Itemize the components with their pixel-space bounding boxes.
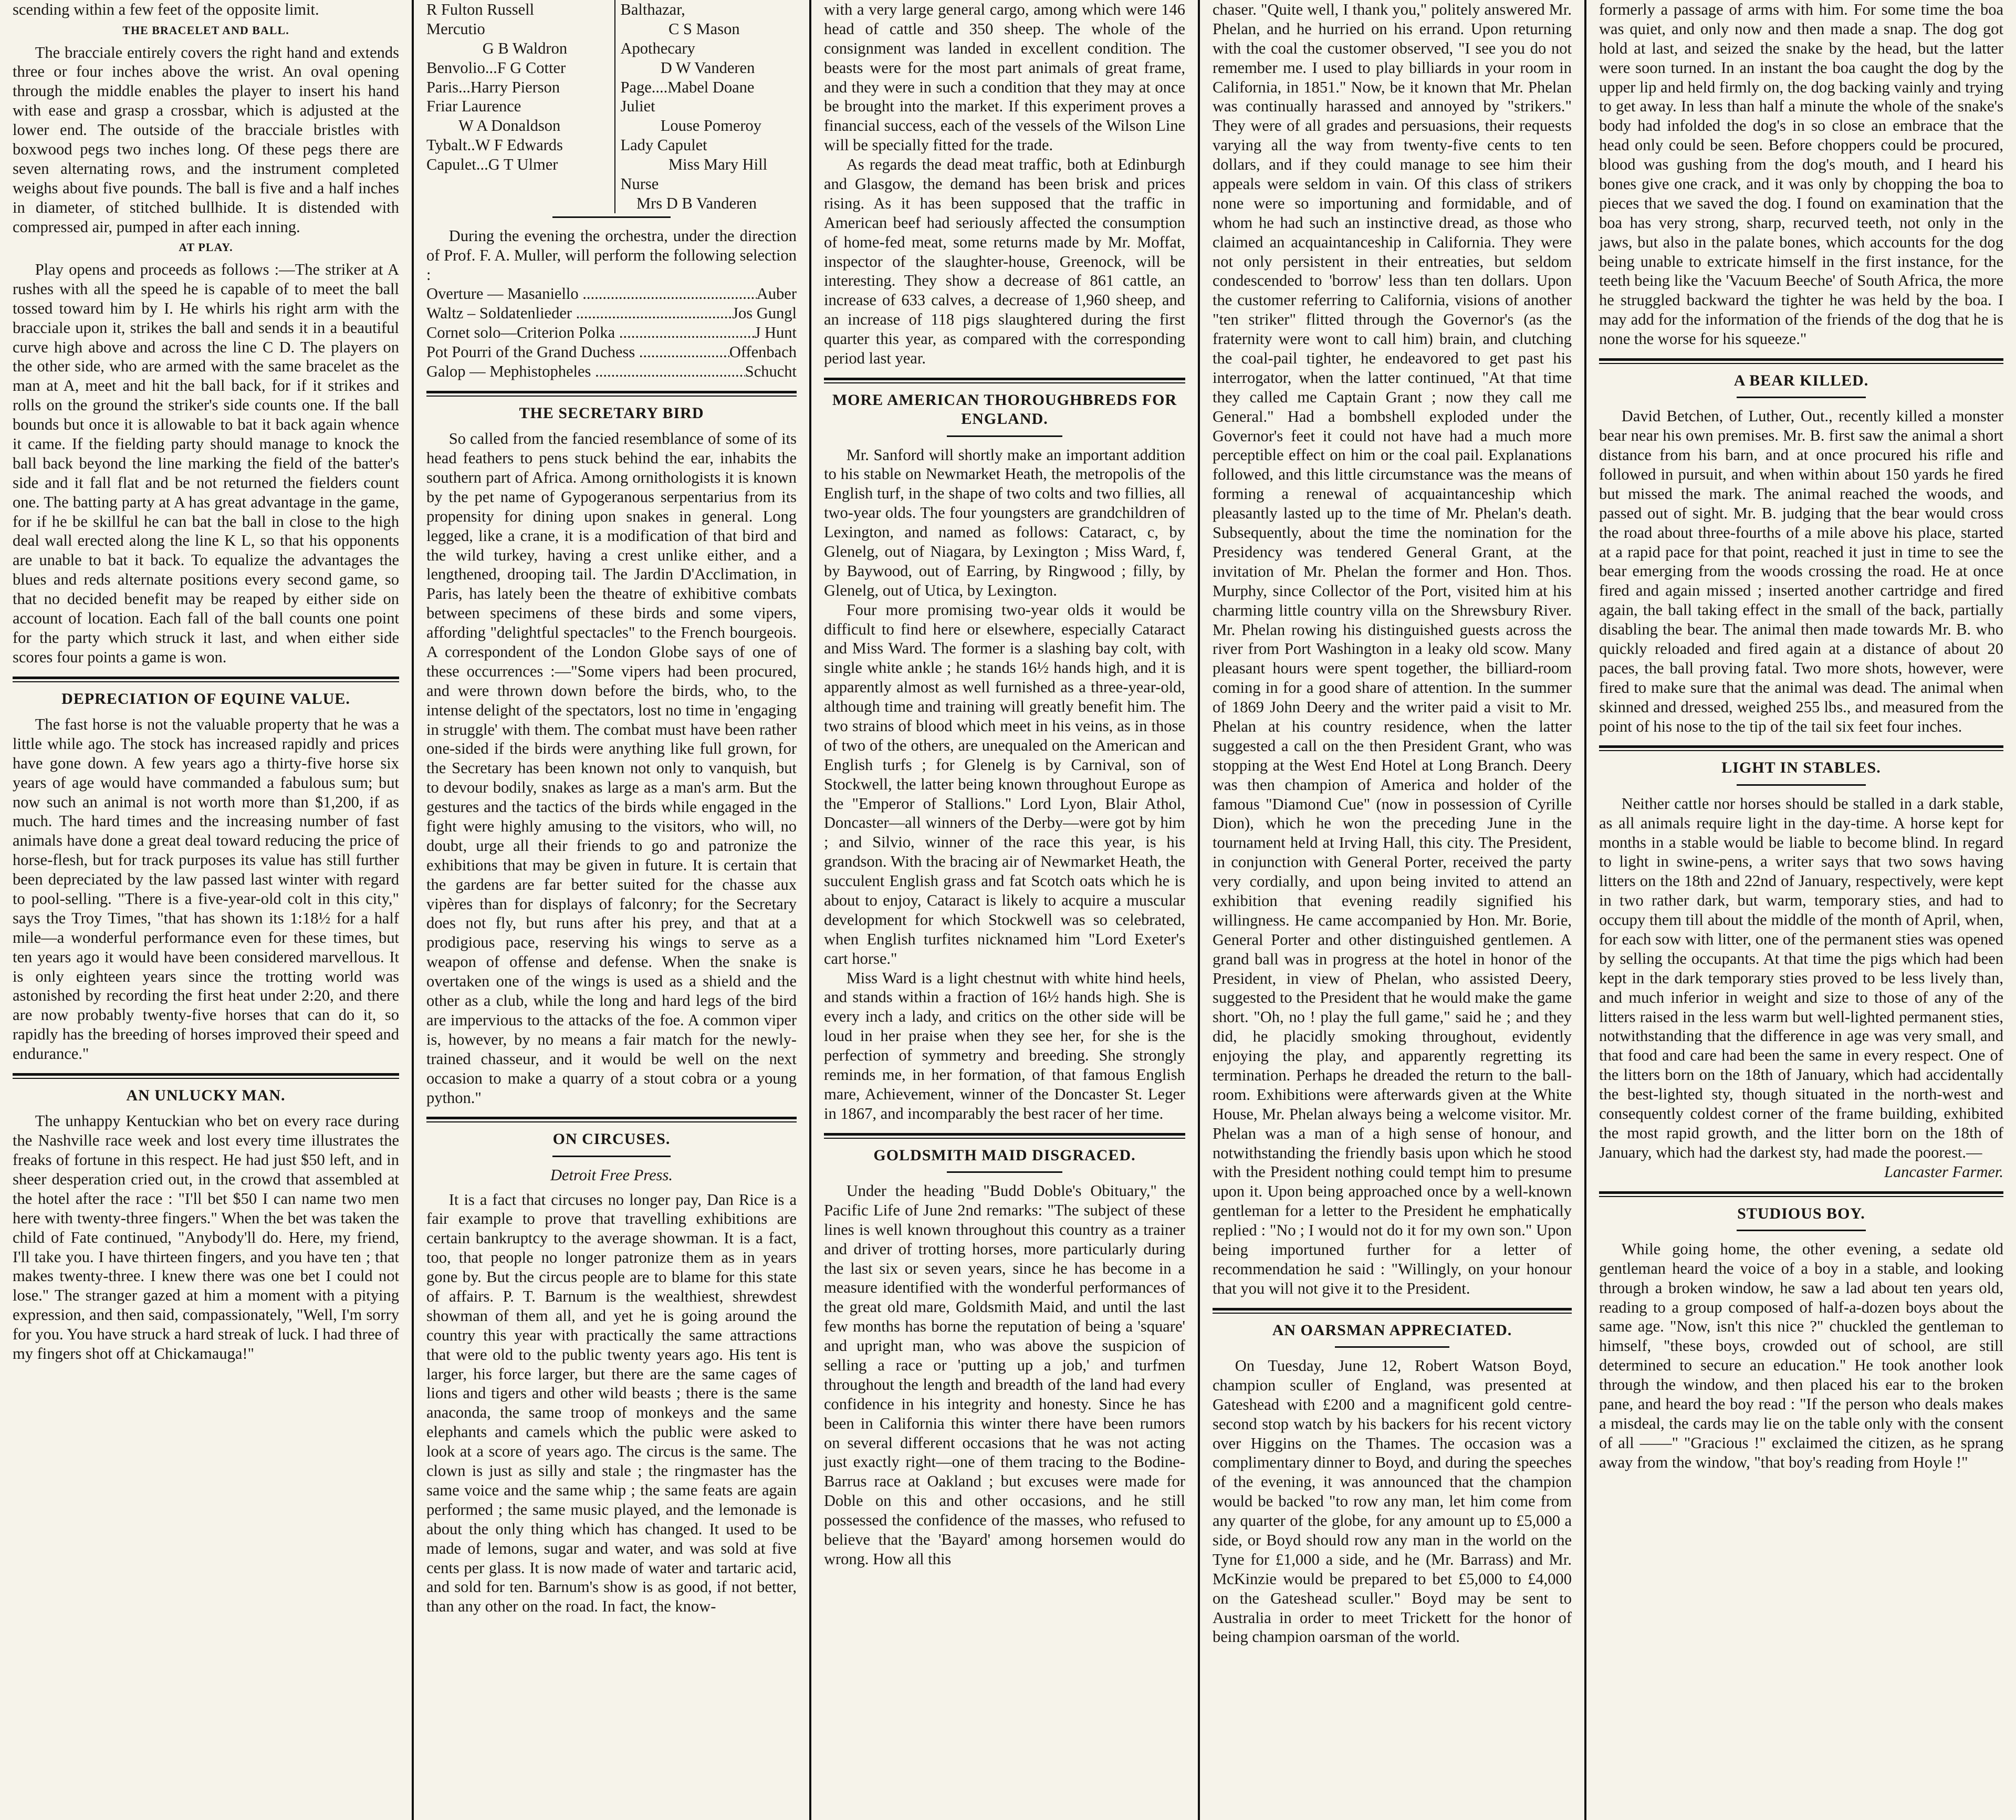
- program-composer: Schucht: [745, 362, 797, 381]
- continued-text: scending within a few feet of the opposite limit.: [13, 1, 319, 18]
- program-list: [426, 284, 797, 381]
- article-source: Lancaster Farmer.: [1884, 1162, 2003, 1181]
- paragraph: Mr. Sanford will shortly make an important addition to his stable on Newmarket Heath, the metropolis of the English turf, in the shape of two colts and two fillies, all two-year olds. The four youngsters are grandchildren of Lexington, and named as follows: Cataract, c, by Glenelg, out of Niagara, by Lexington ; Miss Ward, f, by Baywood, out of Earring, by Ringwood ; filly, by Glenelg, out of Utica, by Lexington.: [824, 445, 1185, 599]
- cast-entry: R Fulton Russell: [426, 1, 535, 18]
- article-title-studious-boy: STUDIOUS BOY.: [1737, 1204, 1865, 1222]
- cast-entry: Benvolio...F G Cotter: [426, 58, 566, 77]
- cast-entry: Page....Mabel Doane: [620, 78, 755, 96]
- cast-entry: C S Mason: [668, 19, 740, 38]
- article-title-circuses: ON CIRCUSES.: [552, 1130, 671, 1148]
- cast-entry: Tybalt..W F Edwards: [426, 136, 563, 154]
- article-title-bear: A BEAR KILLED.: [1733, 372, 1869, 390]
- program-piece: Galop — Mephistopheles .....: [426, 362, 745, 381]
- article-title-light: LIGHT IN STABLES.: [1721, 759, 1881, 777]
- cast-entry: Apothecary: [620, 39, 695, 57]
- program-item: [426, 284, 797, 304]
- paragraph: Under the heading "Budd Doble's Obituary," the Pacific Life of June 2nd remarks: "The subject of these lines is well known throughout this country as a trainer and driver of trotting horses, more particularly during the last six or seven years, since he has become in a measure identified with the wonderful performances of the great old mare, Goldsmith Maid, and until the last few months has borne the reputation of being a 'square' and upright man, who was above the suspicion of selling a race or 'putting up a job,' and turfmen throughout the length and breadth of the land had every confidence in his integrity and honesty. Since he has been in California this winter there have been rumors on several different occasions that he was not acting just exactly right—one of them tracing to the Bodine-Barrus race at Oakland ; but excuses were made for Doble on this and other occasions, and he still possessed the confidence of the masses, who refused to believe that the 'Bayard' among horsemen would do wrong. How all this: [824, 1181, 1185, 1568]
- rule: [426, 391, 797, 397]
- paragraph: Four more promising two-year olds it would be difficult to find here or elsewhere, especially Cataract and Miss Ward. The former is a slashing bay colt, with single white ankle ; he stands 16½ hands high, and it is apparently almost as well furnished as a three-year-old, although time and training will greatly benefit him. The two strains of blood which meet in his veins, as in those of two of the others, are unequaled on the American and English turfs ; for Glenelg is by Carnival, son of Stockwell, the latter being known throughout Europe as the "Emperor of Stallions." Lord Lyon, Blair Athol, Doncaster—all winners of the Derby—were got by him ; and Silvio, winner of the race this year, is his grandson. With the bracing air of Newmarket Heath, the succulent English grass and fat Scotch oats which he is about to enjoy, Cataract is likely to acquire a muscular development for which Stockwell was so celebrated, when English turfites nicknamed him "Lord Exeter's cart horse.": [824, 600, 1185, 968]
- subheading-at-play: AT PLAY.: [179, 241, 233, 254]
- column-1: [0, 0, 412, 1820]
- rule: [1599, 745, 2003, 751]
- cast-right: [614, 0, 797, 213]
- cast-entry: Friar Laurence: [426, 97, 521, 116]
- paragraph: The fast horse is not the valuable property that he was a little while ago. The stock has increased rapidly and prices have gone down. A few years ago a thirty-five horse six years of age would have commanded a fabulous sum; but now such an animal is not worth more than $1,200, if as much. The hard times and the increasing number of fast animals have done a great deal toward reducing the price of horse-flesh, but for track purposes its value has still further been depreciated by the law passed last winter with regard to pool-selling. "There is a five-year-old colt in this city," says the Troy Times, "that has shown its 1:18½ for a half mile—a wonderful performance even for these times, but ten years ago it would have been considered marvellous. It is only eighteen years since the trotting world was astonished by recording the first heat under 2:20, and there are now probably twenty-five horses that can do it, so rapidly has the breeding of horses improved their speed and endurance.": [13, 715, 399, 1063]
- rule: [1213, 1308, 1572, 1314]
- article-title-secretary: THE SECRETARY BIRD: [519, 404, 704, 422]
- column-5: [1586, 0, 2016, 1820]
- rule: [824, 378, 1185, 383]
- rule: [1335, 1346, 1450, 1348]
- continued-text: chaser. "Quite well, I thank you," politely answered Mr. Phelan, and he hurried on his errand. Upon returning with the coal the customer observed, "I see you do not remember me. I used to play billiards in your room in California, in 1851." Now, be it known that Mr. Phelan was continually harassed and annoyed by "strikers." They were of all grades and persuasions, their requests varying all the way from twenty-five cents to ten dollars, and if they could manage to see him their appeals were seldom in vain. Of this class of strikers none were so importuning and formidable, and of whom he had such an instinctive dread, as those who claimed an acquaintanceship in California. They were not only persistent in their entreaties, but seldom condescended to 'borrow' less than ten dollars. Upon the customer referring to California, visions of another "ten striker" flitted through the Governor's (as the fraternity were wont to call him) brain, and clutching the coal-pail tighter, he endeavored to get past his interrogator, when the latter continued, "At that time they called me Captain Grant ; now they call me General." Had a bombshell exploded under the Governor's feet it could not have had a much more perceptible effect on him or the coal pail. Explanations followed, and this little circumstance was the means of forming a renewal of acquaintanceship which pleasantly lasted up to the time of Mr. Phelan's death. Subsequently, about the time the nomination for the Presidency was tendered General Grant, at the invitation of Mr. Phelan the former and Hon. Thos. Murphy, since Collector of the Port, visited him at his charming little country villa on the Shrewsbury River. Mr. Phelan rowing his distinguished guests across the river from Port Washington in a leaky old scow. Many pleasant hours were spent together, the billiard-room coming in for a good share of attention. In the summer of 1869 John Deery and the writer paid a visit to Mr. Phelan at his country residence, when the latter suggested a call on the then President Grant, who was stopping at the West End Hotel at Long Branch. Deery was then champion of America and holder of the famous "Diamond Cue" (now in possession of Cyrille Dion), which he won the preceding June in the tournament held at Irving Hall, this city. The President, in conjunction with General Porter, received the party very cordially, and upon being invited to attend an exhibition that evening readily signified his willingness. He came accompanied by Hon. Mr. Borie, General Porter and other distinguished gentlemen. A grand ball was in progress at the hotel in honor of the President, in view of Phelan, who assisted Deery, suggested to the President that he would make the game short. "Oh, no ! play the full game," said he ; and they did, he placidly smoking throughout, evidently enjoying the play, and apparently regretting its termination. Perhaps he dreaded the return to the ball-room. Exhibitions were afterwards given at the White House, Mr. Phelan always being a welcome visitor. Mr. Phelan was a man of a high sense of honour, and notwithstanding the friendly basis upon which he stood with the President nothing could tempt him to presume upon it. Upon being approached once by a well-known gentleman for a letter to the President he emphatically replied : "No ; I would not do it for my own son." Upon being importuned further for a letter of recommendation he said : "Willingly, on your honour that you will not give it to the President.: [1213, 1, 1572, 1297]
- paragraph: David Betchen, of Luther, Out., recently killed a monster bear near his own premises. Mr. B. first saw the animal a short distance from his barn, and at once procured his rifle and followed in pursuit, and when within about 150 yards he fired but missed the mark. The animal reached the woods, and passed out of sight. Mr. B. judging that the bear would cross the road about three-fourths of a mile above his place, started at a rapid pace for that point, reached it just in time to see the bear emerging from the woods crossing the road. He at once fired and again missed ; inserted another cartridge and fired again, the ball taking effect in the small of the back, partially disabling the bear. The animal then made towards Mr. B. who quickly reloaded and fired again at a distance of about 20 paces, the ball proving fatal. Two more shots, however, were fired to make sure that the animal was dead. The animal when skinned and dressed, weighed 255 lbs., and measured from the point of his nose to the tip of the tail six feet four inches.: [1599, 407, 2003, 735]
- article-title-oarsman: AN OARSMAN APPRECIATED.: [1272, 1321, 1512, 1339]
- paragraph: So called from the fancied resemblance of some of its head feathers to pens stuck behind the ear, inhabits the southern part of Africa. Among ornithologists it is known by the pet name of Gypogeranous serpentarius from its propensity for dining upon snakes in general. Long legged, like a crane, it is a modification of that bird and the wild turkey, having a crest unlike either, and a lengthened, drooping tail. The Jardin D'Acclimation, in Paris, has lately been the theatre of exhibitive combats between specimens of these birds and some vipers, affording "delightful spectacles" to the French bourgeois. A correspondent of the London Globe says of one of these occurrences :—"Some vipers had been procured, and were thrown down before the birds, who, to the intense delight of the spectators, lost no time in 'engaging in struggle' with them. The combat must have been rather one-sided if the birds were anything like full grown, for the Secretary has been known not only to vanquish, but to devour bodily, snakes as large as a man's arm. But the gestures and the tactics of the birds while engaged in the fight were highly amusing to the visitors, who will, no doubt, urge all their friends to go and patronize the exhibitions that may be given in future. It is certain that the gardens are far better suited for the chasse aux vipères than for displays of falconry; for the Secretary does not fly, but runs after his prey, and that at a prodigious pace, reserving his wings to serve as a weapon of offense and defense. When the snake is overtaken one of the wings is used as a shield and the other as a club, while the long and hard legs of the bird are impervious to the attacks of the foe. A common viper is, however, by no means a fair match for the newly-trained chasseur, and it would be well on the next occasion to make a quarry of a stout cobra or a young python.": [426, 430, 797, 1107]
- cast-entry: Nurse: [620, 175, 659, 193]
- cast-entry: Capulet...G T Ulmer: [426, 155, 558, 174]
- rule: [1737, 784, 1866, 786]
- rule: [1599, 1191, 2003, 1197]
- program-item: [426, 342, 797, 362]
- article-title-thoroughbreds: MORE AMERICAN THOROUGHBREDS FOR ENGLAND.: [832, 391, 1177, 428]
- cast-entry: Mrs D B Vanderen: [636, 194, 757, 212]
- column-2: [414, 0, 809, 1820]
- paragraph: On Tuesday, June 12, Robert Watson Boyd, champion sculler of England, was presented at Gateshead with £200 and a magnificent gold centre-second stop watch by his backers for his recent victory over Higgins on the Thames. The occasion was a complimentary dinner to Boyd, and during the speeches of the evening, it was announced that the champion would be backed "to row any man, let him come from any quarter of the globe, for any amount up to £5,000 a side, or Boyd should row any man in the world on the Tyne for £1,000 a side, and he (Mr. Barrass) and Mr. McKinzie would be prepared to bet £5,000 to £4,000 on the Gateshead sculler." Boyd may be sent to Australia in order to meet Trickett for the honor of being champion oarsman of the world.: [1213, 1356, 1572, 1646]
- program-item: [426, 304, 797, 323]
- program-item: [426, 323, 797, 342]
- paragraph: The bracciale entirely covers the right hand and extends three or four inches above the wrist. An oval opening through the middle enables the player to insert his hand with ease and grasp a crossbar, which is adjusted at the lower end. The outside of the bracciale bristles with boxwood pegs two inches long. Of these pegs there are seven alternating rows, and the instrument completed weighs about five pounds. The ball is five and a half inches in diameter, of stitched bullhide. It is distended with compressed air, pumped in after each inning.: [13, 43, 399, 236]
- rule: [552, 1156, 671, 1157]
- rule: [824, 1133, 1185, 1139]
- program-composer: Jos Gungl: [732, 304, 797, 323]
- cast-entry: Louse Pomeroy: [660, 117, 762, 135]
- cast-entry: Paris...Harry Pierson: [426, 78, 560, 96]
- paragraph: During the evening the orchestra, under the direction of Prof. F. A. Muller, will perform the following selection :: [426, 226, 797, 284]
- rule: [1599, 358, 2003, 364]
- paragraph: As regards the dead meat traffic, both at Edinburgh and Glasgow, the demand has been brisk and prices rising. As it has been supposed that the traffic in American beef had seriously affected the consumption of home-fed meat, some returns made by Mr. Moffat, inspector of the slaughter-house, Greenock, will be interesting. They show a decrease of 861 cattle, an increase of 633 calves, a decrease of 1,960 sheep, and an increase of 118 pigs slaughtered during the first quarter this year, as compared with the corresponding period last year.: [824, 155, 1185, 368]
- rule: [13, 1073, 399, 1079]
- program-composer: Auber: [756, 285, 797, 303]
- paragraph: The unhappy Kentuckian who bet on every race during the Nashville race week and lost every time illustrates the freaks of fortune in this respect. He had just $50 left, and in sheer desperation cried out, in the crowd that assembled at the hotel after the race : "I'll bet $50 I can name two men here with twenty-three fingers." When the bet was taken the child of Fate continued, "Anybody'll do. Here, my friend, I'll take you. I have thirteen fingers, and you have ten ; that makes twenty-three. I knew there was one bet I could not lose." The stranger gazed at him a moment with a pitying expression, and then said, compassionately, "Well, I'm sorry for you. You have struck a hard streak of luck. I had three of my fingers shot off at Chickamauga!": [13, 1112, 399, 1363]
- cast-entry: Mercutio: [426, 19, 485, 38]
- article-title-equine: DEPRECIATION OF EQUINE VALUE.: [61, 690, 350, 708]
- program-composer: Offenbach: [729, 343, 797, 361]
- cast-entry: W A Donaldson: [458, 117, 561, 135]
- paragraph: Play opens and proceeds as follows :—The striker at A rushes with all the speed he is capable of to meet the ball tossed toward him by I. He whirls his right arm with the bracciale upon it, strikes the ball and sends it in a beautiful curve high above and across the line C D. The players on the other side, who are armed with the same bracelet as the man at A, meet and hit the ball back, for if it strikes and rolls on the ground the striker's side counts one. If the ball bounds but once it is allowable to bat it back again whence it came. If the fielding party should manage to knock the ball back beyond the line marking the field of the batter's side and it fall flat and be not returned the fielders count one. The batting party at A has great advantage in the game, for if he be skillful he can bat the ball in close to the high deal wall erected along the line K L, so that his opponents are unable to bat it back. To equalize the advantages the blues and reds alternate positions every second game, so that no decided benefit may be reaped by either side on account of location. Each fall of the ball counts one point for the party which struck it last, and when either side scores four points a game is won.: [13, 261, 399, 666]
- cast-entry: D W Vanderen: [660, 58, 755, 77]
- rule: [947, 1171, 1062, 1173]
- rule: [1737, 1230, 1866, 1231]
- program-piece: Waltz – Soldatenlieder .....: [426, 304, 732, 323]
- rule: [947, 435, 1062, 437]
- column-4: [1200, 0, 1584, 1820]
- paragraph: It is a fact that circuses no longer pay, Dan Rice is a fair example to prove that travelling exhibitions are certain bankruptcy to the average showman. It is a fact, too, that people no longer patronize them as in years gone by. But the circus people are to blame for this state of affairs. P. T. Barnum is the wealthiest, shrewdest showman of them all, and yet he is going around the country this year with practically the same attractions that were old to the public twenty years ago. His tent is larger, his force larger, but there are the same cages of lions and tigers and other wild beasts ; there is the same anaconda, the same troop of monkeys and the same elephants and camels which the public were asked to look at a score of years ago. The circus is the same. The clown is just as silly and stale ; the ringmaster has the same voice and the same whip ; the same feats are again performed ; the same music played, and the lemonade is about the only thing which has changed. It used to be made of lemons, sugar and water, and was sold at five cents per glass. It is now made of water and tartaric acid, and sold for ten. Barnum's show is as good, if not better, than any other on the road. In fact, the know-: [426, 1190, 797, 1616]
- continued-text: with a very large general cargo, among which were 146 head of cattle and 350 sheep. The whole of the consignment was landed in excellent condition. The beasts were for the most part animals of great frame, and they were in such a condition that they may at once be brought into the market. If this experiment proves a financial success, each of the vessels of the Wilson Line will be specially fitted for the trade.: [824, 1, 1185, 154]
- program-composer: J Hunt: [754, 324, 797, 342]
- paragraph: Miss Ward is a light chestnut with white hind heels, and stands within a fraction of 16½ hands high. She is every inch a lady, and critics on the other side will be loud in her praise when they see her, for she is the perfection of symmetry and breeding. She strongly reminds me, in her formation, of that famous English mare, Achievement, winner of the Doncaster St. Leger in 1867, and incomparably the best racer of her time.: [824, 969, 1185, 1122]
- subheading-bracelet: THE BRACELET AND BALL.: [122, 23, 289, 37]
- rule: [426, 1117, 797, 1122]
- article-title-unlucky: AN UNLUCKY MAN.: [126, 1087, 286, 1105]
- cast-entry: G B Waldron: [482, 39, 568, 57]
- rule: [13, 677, 399, 682]
- program-item: [426, 362, 797, 381]
- continued-text: formerly a passage of arms with him. For some time the boa was quiet, and only now and then made a snap. The dog got hold at last, and seized the snake by the head, but the latter were soon turned. In an instant the boa caught the dog by the upper lip and held firmly on, the dog backing vainly and trying to get away. In less than half a minute the whole of the snake's body had infolded the dog's in so close an embrace that the head only could be seen. Before choppers could be procured, blood was gushing from the dog's mouth, and I heard his bones give one crack, and it was only by chopping the boa to pieces that we saved the dog. I found on examination that the boa has very strong, sharp, recurved teeth, not only in the jaws, but also in the palate bones, which accounts for the dog being unable to extricate himself in the first instance, for the teeth being like the 'Vacuum Beeche' of South Africa, the more he struggled backward the tighter he was held by the boa. I may add for the information of the friends of the dog that he is none the worse for his squeeze.": [1599, 1, 2003, 348]
- program-piece: Cornet solo—Criterion Polka .....: [426, 323, 755, 342]
- rule: [1737, 397, 1866, 398]
- cast-list: [426, 0, 797, 213]
- cast-entry: Juliet: [620, 97, 655, 116]
- rule: [552, 216, 671, 218]
- program-piece: Pot Pourri of the Grand Duchess .....: [426, 342, 729, 362]
- article-source: Detroit Free Press.: [550, 1166, 673, 1184]
- cast-left: [426, 0, 609, 213]
- cast-entry: Miss Mary Hill: [668, 155, 768, 174]
- program-piece: Overture — Masaniello .....: [426, 284, 757, 304]
- cast-entry: Balthazar,: [620, 1, 685, 18]
- paragraph: While going home, the other evening, a sedate old gentleman heard the voice of a boy in a stable, and looking through a broken window, he saw a lad about ten years old, reading to a group composed of half-a-dozen boys about the same age. "Now, isn't this nice ?" chuckled the gentleman to himself, "these boys, crowded out of school, are still determined to secure an education." He took another look through the window, and then placed his ear to the broken pane, and heard the boy read : "If the person who deals makes a misdeal, the cards may lie on the table only with the consent of all ——" "Gracious !" exclaimed the citizen, as he sprang away from the window, "that boy's reading from Hoyle !": [1599, 1240, 2003, 1471]
- cast-entry: Lady Capulet: [620, 136, 707, 154]
- article-title-goldsmith-maid: GOLDSMITH MAID DISGRACED.: [873, 1146, 1136, 1164]
- column-3: [811, 0, 1198, 1820]
- paragraph: Neither cattle nor horses should be stalled in a dark stable, as all animals require light in the day-time. A horse kept for months in a stable would be liable to become blind. In regard to light in swine-pens, a writer says that two sows having litters on the 18th and 22nd of January, respectively, were kept in two rather dark, but warm, temporary sties, and had to occupy them till about the middle of the month of April, when, for each sow with litter, one of the permanent sties was opened by selling the occupants. At that time the pigs which had been kept in the dark temporary sties proved to be less lively than, and much inferior in weight and size to those of any of the litters raised in the less warm but well-lighted permanent sties, notwithstanding that the difference in age was very small, and that food and care had been the same in every respect. One of the litters born on the 18th of January, which had accidentally the best-lighted sty, though situated in the north-west and consequently coldest corner of the frame building, exhibited the most rapid growth, and the litter born on the 18th of January, which had the darkest sty, had made the poorest.—: [1599, 794, 2003, 1161]
